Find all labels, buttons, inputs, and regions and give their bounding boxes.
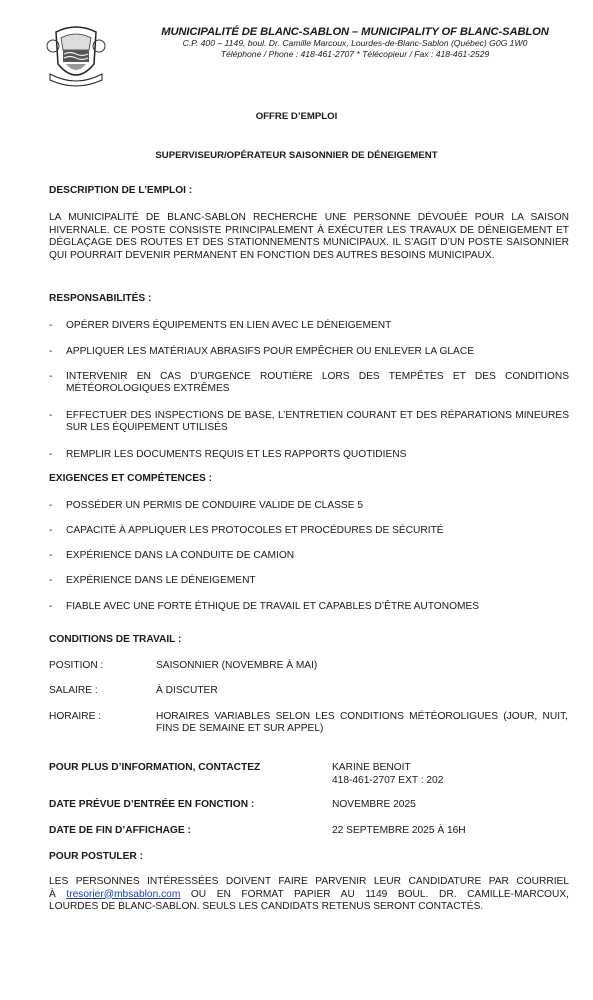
municipal-coat-of-arms-icon (44, 24, 108, 90)
municipality-phone: Téléphone / Phone : 418-461-2707 * Télécopieur / Fax : 418-461-2529 (220, 49, 490, 59)
start-date-label: DATE PRÉVUE D’ENTRÉE EN FONCTION : (49, 799, 255, 810)
list-item: - EXPÉRIENCE DANS LA CONDUITE DE CAMION (49, 550, 295, 561)
apply-heading: POUR POSTULER : (49, 851, 143, 862)
list-item: - EXPÉRIENCE DANS LE DÉNEIGEMENT (49, 575, 256, 586)
list-item: - CAPACITÉ À APPLIQUER LES PROTOCOLES ET PROCÉDURES DE SÉCURITÉ (49, 525, 444, 536)
requirements-heading: EXIGENCES ET COMPÉTENCES : (49, 473, 213, 484)
position-label: POSITION : (49, 660, 104, 671)
salary-label: SALAIRE : (49, 685, 98, 696)
responsibilities-heading: RESPONSABILITÉS : (49, 293, 152, 304)
apply-text (49, 876, 569, 914)
offer-title: OFFRE D’EMPLOI (255, 111, 338, 122)
schedule-value: HORAIRES VARIABLES SELON LES CONDITIONS MÉTÉOROLIGUES (JOUR, NUIT, FINS DE SEMAINE ET SUR APPEL) (156, 711, 568, 734)
list-item: - REMPLIR LES DOCUMENTS REQUIS ET LES RAPPORTS QUOTIDIENS (49, 449, 407, 460)
contact-name: KARINE BENOIT (332, 762, 411, 773)
schedule-label: HORAIRE : (49, 711, 102, 722)
position-value: SAISONNIER (NOVEMBRE À MAI) (156, 660, 318, 671)
end-posting-value: 22 SEPTEMBRE 2025 À 16H (332, 825, 466, 836)
salary-value: À DISCUTER (156, 685, 218, 696)
apply-line-1: LES PERSONNES INTÉRESSÉES DOIVENT FAIRE PARVENIR LEUR CANDIDATURE PAR COURRIEL (49, 876, 569, 887)
apply-line-2 (49, 889, 569, 902)
contact-label: POUR PLUS D’INFORMATION, CONTACTEZ (49, 762, 261, 773)
list-item: - POSSÉDER UN PERMIS DE CONDUIRE VALIDE DE CLASSE 5 (49, 500, 364, 511)
conditions-heading: CONDITIONS DE TRAVAIL : (49, 634, 182, 645)
start-date-value: NOVEMBRE 2025 (332, 799, 416, 810)
description-heading: DESCRIPTION DE L’EMPLOI : (49, 185, 193, 196)
email-link[interactable]: tresorier@mbsablon.com (66, 888, 181, 900)
municipality-address: C.P. 400 – 1149, boul. Dr. Camille Marcoux, Lourdes-de-Blanc-Sablon (Québec) G0G 1W0 (182, 38, 528, 48)
end-posting-label: DATE DE FIN D’AFFICHAGE : (49, 825, 191, 836)
list-item: - FIABLE AVEC UNE FORTE ÉTHIQUE DE TRAVAIL ET CAPABLES D’ÊTRE AUTONOMES (49, 601, 480, 612)
apply-line-3: LOURDES DE BLANC-SABLON. SEULS LES CANDIDATS RETENUS SERONT CONTACTÉS. (49, 901, 484, 912)
list-item: - APPLIQUER LES MATÉRIAUX ABRASIFS POUR EMPÊCHER OU ENLEVER LA GLACE (49, 346, 474, 357)
letterhead (120, 26, 590, 60)
municipality-title: MUNICIPALITÉ DE BLANC-SABLON – MUNICIPALITY OF BLANC-SABLON (161, 26, 549, 38)
job-title: SUPERVISEUR/OPÉRATEUR SAISONNIER DE DÉNEIGEMENT (155, 150, 438, 161)
apply-prefix: À (49, 888, 56, 900)
list-item: - INTERVENIR EN CAS D’URGENCE ROUTIÈRE LORS DES TEMPÊTES ET DES CONDITIONS MÉTÉOROLOGIQUES EXTRÊMES (49, 371, 569, 394)
apply-line-2-rest: OU EN FORMAT PAPIER AU 1149 BOUL. DR. CAMILLE-MARCOUX, (190, 888, 569, 900)
list-item: - OPÉRER DIVERS ÉQUIPEMENTS EN LIEN AVEC LE DÉNEIGEMENT (49, 320, 392, 331)
contact-phone: 418-461-2707 EXT : 202 (332, 775, 444, 786)
description-text: LA MUNICIPALITÉ DE BLANC-SABLON RECHERCHE UNE PERSONNE DÉVOUÉE POUR LA SAISON HIVERNALE. CE POSTE CONSISTE PRINCIPALEMENT À EXÉCUTER LES TRAVAUX DE DÉNEIGEMENT ET DÉGLAÇAGE DES ROUTES ET DES STATIONNEMENTS MUNICIPAUX. IL S’AGIT D’UN POSTE SAISONNIER QUI POURRAIT DEVENIR PERMANENT EN FONCTION DES AUTRES BESOINS MUNICIPAUX. (49, 212, 569, 261)
list-item: - EFFECTUER DES INSPECTIONS DE BASE, L’ENTRETIEN COURANT ET DES RÉPARATIONS MINEURES SUR LES ÉQUIPEMENT UTILISÉS (49, 410, 569, 433)
